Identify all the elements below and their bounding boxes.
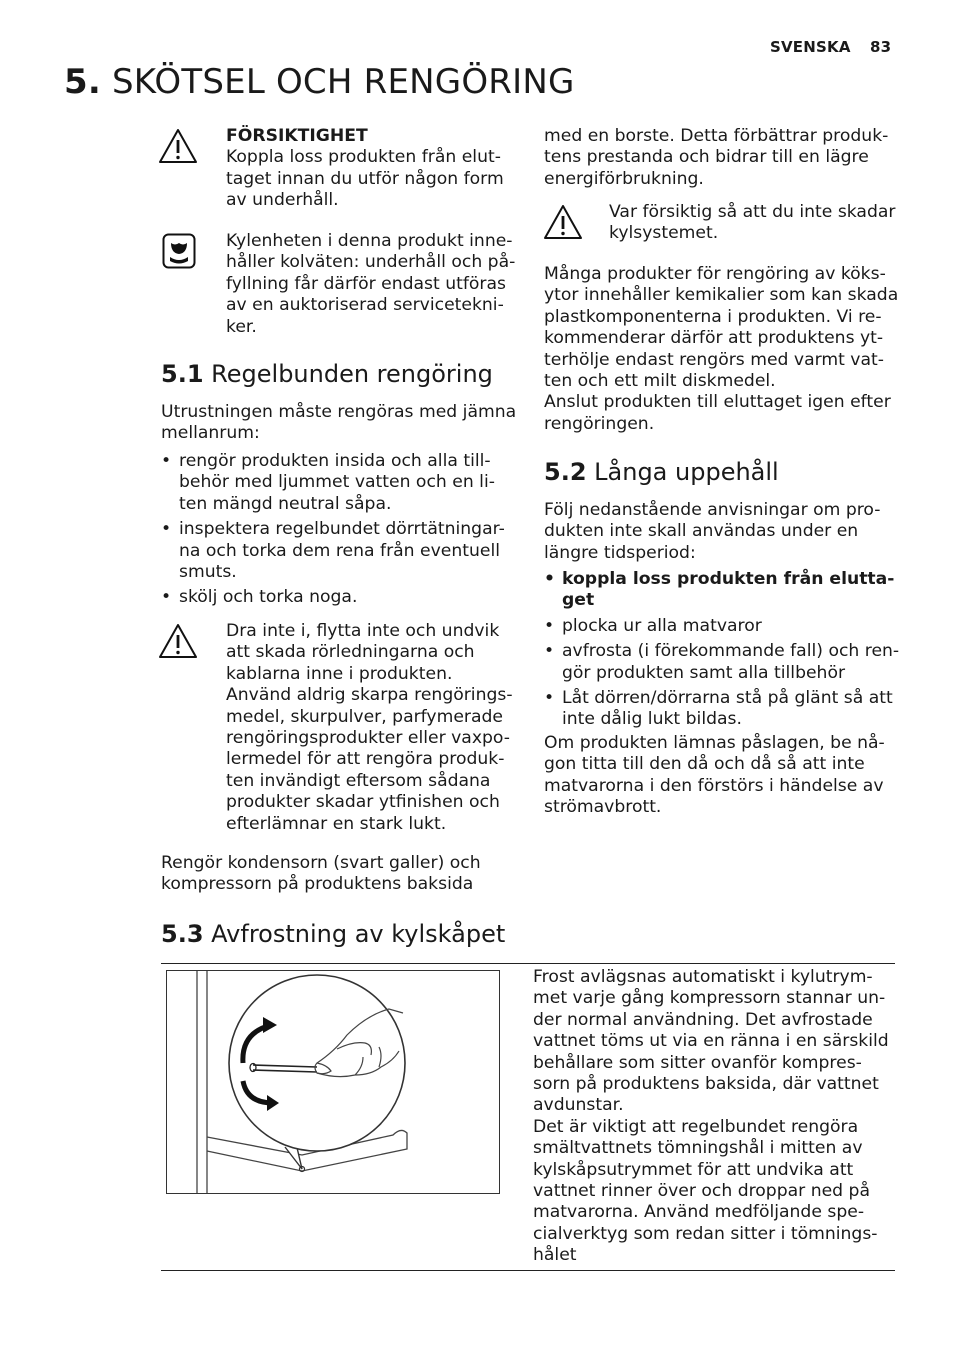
defrost-line: kylskåpsutrymmet för att undvika att: [533, 1159, 854, 1180]
section-title: Regelbunden rengöring: [211, 360, 493, 388]
warning-line: rengöringsprodukter eller vaxpo-: [226, 728, 510, 749]
warning-line: medel, skurpulver, parfymerade: [226, 706, 503, 727]
intro-line: dukten inte skall användas under en: [544, 521, 859, 542]
warning-line: Dra inte i, flytta inte och undvik: [226, 621, 500, 641]
defrost-line: matvarorna. Använd medföljande spe-: [533, 1202, 865, 1223]
info-line: av en auktoriserad servicetekni-: [226, 295, 504, 316]
list-item-line: avfrosta (i förekommande fall) och ren-: [562, 641, 900, 662]
warning-line: Var försiktig så att du inte skadar: [609, 202, 896, 222]
table-top-rule: [161, 963, 895, 964]
list-item-line: behör med ljummet vatten och en li-: [179, 472, 495, 493]
section-5-3-heading: [161, 920, 505, 948]
list-item-bold: [544, 569, 904, 612]
section-5-1-heading: [161, 360, 493, 388]
paragraph-line: ten och ett milt diskmedel.: [544, 371, 776, 392]
section-number: 5.3: [161, 920, 204, 948]
caution-label: FÖRSIKTIGHET: [226, 126, 368, 146]
warning-line: efterlämnar en stark lukt.: [226, 813, 447, 834]
continued-line: med en borste. Detta förbättrar produk-: [544, 126, 889, 146]
list-item-line: skölj och torka noga.: [179, 587, 358, 608]
info-line: ker.: [226, 316, 257, 337]
page-number: 83: [870, 38, 892, 56]
list-item: [544, 641, 904, 684]
caution-line: Koppla loss produkten från elut-: [226, 147, 501, 168]
paragraph-line: ytor innehåller kemikalier som kan skada: [544, 285, 899, 306]
list-item: [161, 519, 521, 583]
defrost-line: sorn på produktens baksida, där vattnet: [533, 1074, 879, 1095]
caution-block: [226, 126, 516, 212]
list-item: [161, 451, 521, 515]
list-item-line: inspektera regelbundet dörrtätningar-: [179, 519, 505, 540]
warning-block: [226, 621, 518, 835]
table-bottom-rule: [161, 1270, 895, 1271]
list-item: [161, 587, 521, 608]
caution-line: av underhåll.: [226, 190, 339, 211]
list-item-line: gör produkten samt alla tillbehör: [562, 662, 846, 683]
defrost-line: met varje gång kompressorn stannar un-: [533, 988, 886, 1009]
section-5-2-intro: [544, 500, 904, 564]
list-item-line: inte dålig lukt bildas.: [562, 709, 742, 730]
list-item: [544, 688, 904, 731]
section-number: 5.2: [544, 458, 587, 486]
defrost-line: vattnet rinner över och droppar ned på: [533, 1181, 870, 1202]
warning-line: kylsystemet.: [609, 223, 719, 244]
paragraph-line: rengöringen.: [544, 413, 655, 434]
warning-block-right: [609, 202, 909, 245]
warning-triangle-icon: [158, 623, 198, 659]
warning-line: att skada rörledningarna och: [226, 642, 475, 663]
list-item-line: smuts.: [179, 562, 237, 583]
intro-line: mellanrum:: [161, 423, 260, 444]
chapter-number: 5.: [64, 62, 101, 102]
paragraph-line: Anslut produkten till eluttaget igen efter: [544, 392, 891, 413]
list-item-line: rengör produkten insida och alla till-: [179, 451, 491, 471]
intro-line: längre tidsperiod:: [544, 542, 696, 563]
paragraph-line: plastkomponenterna i produkten. Vi re-: [544, 306, 882, 327]
defrost-line: behållare som sitter ovanför kompres-: [533, 1052, 862, 1073]
info-block: [226, 231, 518, 338]
warning-line: produkter skadar ytfinishen och: [226, 792, 500, 813]
defrost-drawing: [167, 971, 499, 1193]
list-item-line: ten mängd neutral såpa.: [179, 493, 392, 514]
warning-line: ten invändigt eftersom sådana: [226, 770, 491, 791]
caution-line: taget innan du utför någon form: [226, 168, 504, 189]
continued-paragraph: [544, 126, 904, 190]
condenser-paragraph: [161, 853, 521, 896]
warning-line: lermedel för att rengöra produk-: [226, 749, 505, 770]
warning-line: kablarna inne i produkten.: [226, 663, 453, 684]
list-item-line: na och torka dem rena från eventuell: [179, 540, 500, 561]
warning-triangle-icon: [543, 204, 583, 240]
section-number: 5.1: [161, 360, 204, 388]
defrost-line: avdunstar.: [533, 1095, 624, 1116]
info-line: Kylenheten i denna produkt inne-: [226, 231, 513, 251]
environment-info-icon: [162, 233, 196, 269]
defrost-line: Frost avlägsnas automatiskt i kylutrym-: [533, 967, 873, 987]
warning-triangle-icon: [158, 128, 198, 164]
section-title: Långa uppehåll: [594, 458, 779, 486]
continued-line: tens prestanda och bidrar till en lägre: [544, 147, 869, 168]
paragraph-line: kommenderar därför att produktens yt-: [544, 328, 884, 349]
defrost-line: hålet: [533, 1245, 577, 1266]
section-5-2-bullets: [544, 569, 904, 735]
list-item: [544, 616, 904, 637]
defrost-line: smältvattnets tömningshål i mitten av: [533, 1138, 863, 1159]
warning-line: Använd aldrig skarpa rengörings-: [226, 685, 513, 706]
chapter-title: [64, 62, 575, 102]
outro-line: Om produkten lämnas påslagen, be nå-: [544, 733, 885, 753]
condenser-line: kompressorn på produktens baksida: [161, 874, 474, 895]
list-item-line: Låt dörren/dörrarna stå på glänt så att: [562, 688, 893, 709]
paragraph-line: terhölje endast rengörs med varmt vat-: [544, 349, 884, 370]
list-item-line: plocka ur alla matvaror: [562, 615, 762, 636]
intro-line: Utrustningen måste rengöras med jämna: [161, 402, 517, 422]
defrost-illustration: [166, 970, 500, 1194]
defrost-line: der normal användning. Det avfrostade: [533, 1009, 873, 1030]
info-line: fyllning får därför endast utföras: [226, 273, 506, 294]
section-5-2-heading: [544, 458, 779, 486]
intro-line: Följ nedanstående anvisningar om pro-: [544, 500, 881, 520]
section-title: Avfrostning av kylskåpet: [211, 920, 506, 948]
chapter-title-text: SKÖTSEL OCH RENGÖRING: [112, 62, 575, 102]
cleaning-agents-paragraph: [544, 264, 904, 435]
outro-line: strömavbrott.: [544, 797, 662, 818]
defrost-line: Det är viktigt att regelbundet rengöra: [533, 1116, 859, 1137]
paragraph-line: Många produkter för rengöring av köks-: [544, 264, 886, 284]
outro-line: gon titta till den då och då så att inte: [544, 754, 865, 775]
section-5-1-intro: [161, 402, 521, 445]
condenser-line: Rengör kondensorn (svart galler) och: [161, 853, 481, 873]
section-5-2-outro: [544, 733, 904, 819]
defrost-text: [533, 967, 895, 1267]
info-line: håller kolväten: underhåll och på-: [226, 252, 516, 273]
continued-line: energiförbrukning.: [544, 168, 704, 189]
list-item-line: koppla loss produkten från elutta-: [562, 569, 895, 589]
list-item-line: get: [562, 590, 595, 611]
defrost-line: cialverktyg som redan sitter i tömnings-: [533, 1223, 878, 1244]
section-5-1-bullets: [161, 451, 521, 613]
header-language: SVENSKA: [770, 38, 851, 56]
defrost-line: vattnet töms ut via en ränna i en särskild: [533, 1031, 889, 1052]
outro-line: matvarorna i den förstörs i händelse av: [544, 775, 884, 796]
